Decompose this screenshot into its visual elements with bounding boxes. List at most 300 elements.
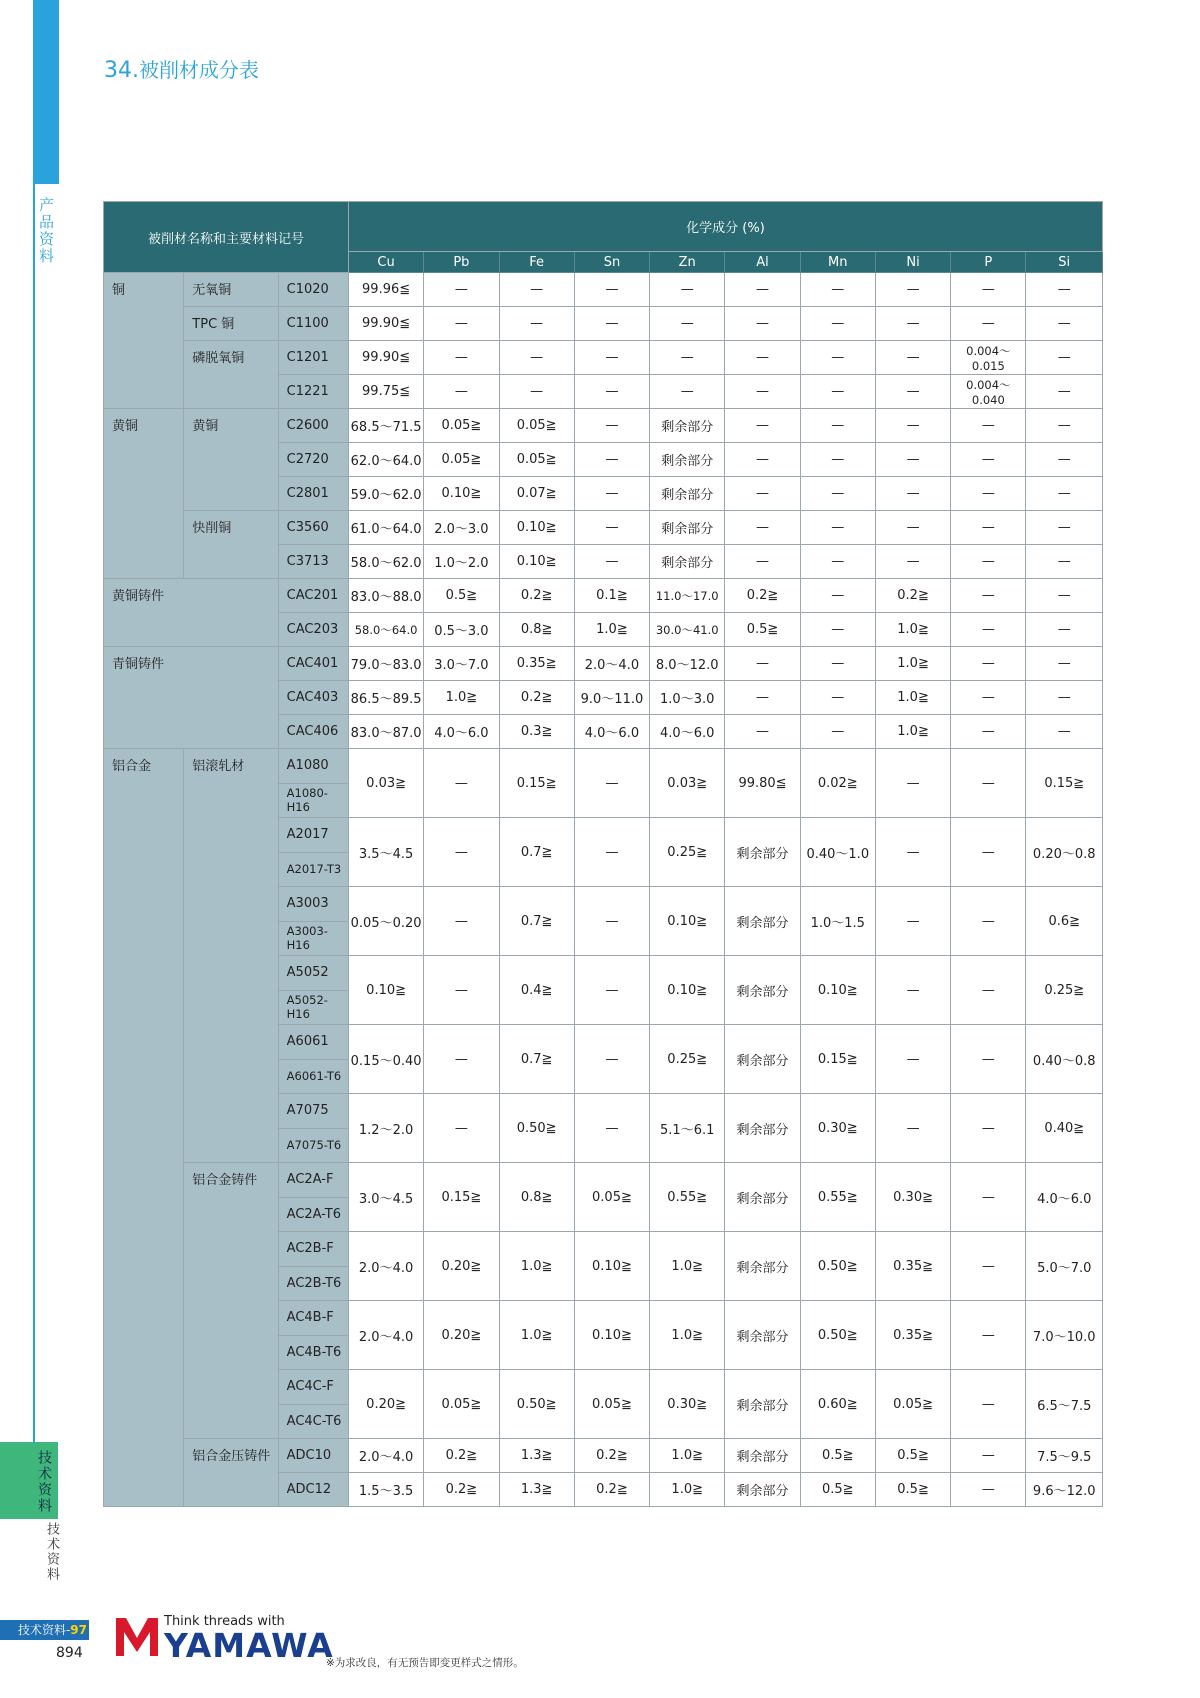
value-cell-sn: 0.05≧ — [574, 1163, 649, 1232]
value-cell-sn: — — [574, 511, 649, 545]
material-code: AC4C-T6 — [278, 1404, 348, 1439]
value-cell-pb: 4.0～6.0 — [424, 715, 499, 749]
value-cell-ni: 0.35≧ — [875, 1232, 950, 1301]
value-cell-fe: 1.3≧ — [499, 1473, 574, 1507]
value-cell-al: 剩余部分 — [725, 1301, 800, 1370]
group-label-copper: 铜 — [104, 273, 184, 409]
value-cell-pb: — — [424, 375, 499, 409]
table-row — [104, 409, 1103, 443]
material-code: A3003 — [278, 887, 348, 922]
value-cell-cu: 61.0～64.0 — [348, 511, 423, 545]
value-cell-si: — — [1026, 613, 1103, 647]
material-code: AC2A-T6 — [278, 1197, 348, 1232]
value-cell-mn: — — [800, 409, 875, 443]
value-cell-pb: 0.05≧ — [424, 443, 499, 477]
value-cell-mn: — — [800, 443, 875, 477]
value-cell-fe: 0.2≧ — [499, 681, 574, 715]
element-header-mn: Mn — [800, 252, 875, 273]
value-cell-zn: 0.03≧ — [650, 749, 725, 818]
footer-tag-number: 97 — [70, 1623, 87, 1637]
value-cell-cu: 0.15～0.40 — [348, 1025, 423, 1094]
value-cell-ni: — — [875, 749, 950, 818]
value-cell-cu: 86.5～89.5 — [348, 681, 423, 715]
value-cell-mn: 0.30≧ — [800, 1094, 875, 1163]
value-cell-cu: 0.10≧ — [348, 956, 423, 1025]
value-cell-fe: 0.10≧ — [499, 511, 574, 545]
material-code: C2801 — [278, 477, 348, 511]
value-cell-mn: — — [800, 375, 875, 409]
value-cell-sn: — — [574, 1025, 649, 1094]
value-cell-al: — — [725, 443, 800, 477]
value-cell-fe: 0.8≧ — [499, 613, 574, 647]
value-cell-ni: 1.0≧ — [875, 681, 950, 715]
material-code: AC4B-F — [278, 1301, 348, 1336]
value-cell-si: 7.5～9.5 — [1026, 1439, 1103, 1473]
footer-tag-prefix: 技术资料- — [17, 1623, 71, 1637]
side-accent-line — [33, 184, 35, 1444]
value-cell-fe: — — [499, 341, 574, 375]
value-cell-cu: 1.5～3.5 — [348, 1473, 423, 1507]
value-cell-mn: — — [800, 681, 875, 715]
value-cell-fe: 0.05≧ — [499, 443, 574, 477]
material-code: A7075-T6 — [278, 1128, 348, 1163]
value-cell-pb: — — [424, 818, 499, 887]
value-cell-pb: 0.15≧ — [424, 1163, 499, 1232]
value-cell-cu: 58.0～64.0 — [348, 613, 423, 647]
value-cell-sn: — — [574, 443, 649, 477]
value-cell-zn: 剩余部分 — [650, 409, 725, 443]
table-row — [104, 341, 1103, 375]
value-cell-zn: 剩余部分 — [650, 443, 725, 477]
value-cell-ni: — — [875, 477, 950, 511]
element-header-p: P — [951, 252, 1026, 273]
material-code: CAC403 — [278, 681, 348, 715]
material-code: CAC401 — [278, 647, 348, 681]
value-cell-pb: 1.0～2.0 — [424, 545, 499, 579]
value-cell-al: 0.2≧ — [725, 579, 800, 613]
material-code: CAC203 — [278, 613, 348, 647]
value-cell-pb: 0.5～3.0 — [424, 613, 499, 647]
element-header-cu: Cu — [348, 252, 423, 273]
value-cell-sn: — — [574, 307, 649, 341]
value-cell-ni: — — [875, 887, 950, 956]
value-cell-p: — — [951, 956, 1026, 1025]
value-cell-si: 4.0～6.0 — [1026, 1163, 1103, 1232]
value-cell-mn: 0.50≧ — [800, 1301, 875, 1370]
value-cell-p: — — [951, 273, 1026, 307]
value-cell-mn: 1.0～1.5 — [800, 887, 875, 956]
material-code: C1201 — [278, 341, 348, 375]
material-code: CAC201 — [278, 579, 348, 613]
value-cell-al: — — [725, 273, 800, 307]
material-code: A1080-H16 — [278, 783, 348, 818]
value-cell-zn: 0.10≧ — [650, 887, 725, 956]
value-cell-sn: — — [574, 818, 649, 887]
value-cell-al: 剩余部分 — [725, 1163, 800, 1232]
value-cell-si: 0.20～0.8 — [1026, 818, 1103, 887]
value-cell-cu: 62.0～64.0 — [348, 443, 423, 477]
side-section-label: 产品资料 — [37, 197, 55, 265]
material-code: A5052 — [278, 956, 348, 991]
value-cell-zn: 1.0≧ — [650, 1439, 725, 1473]
value-cell-mn: 0.55≧ — [800, 1163, 875, 1232]
value-cell-si: — — [1026, 511, 1103, 545]
value-cell-mn: — — [800, 579, 875, 613]
group-label-alloy: 铝合金 — [104, 749, 184, 1507]
value-cell-p: — — [951, 1163, 1026, 1232]
value-cell-sn: 0.10≧ — [574, 1301, 649, 1370]
table-row — [104, 307, 1103, 341]
value-cell-zn: 1.0≧ — [650, 1301, 725, 1370]
table-row — [104, 579, 1103, 613]
value-cell-si: — — [1026, 681, 1103, 715]
value-cell-pb: 0.05≧ — [424, 409, 499, 443]
value-cell-fe: 1.3≧ — [499, 1439, 574, 1473]
value-cell-sn: — — [574, 956, 649, 1025]
value-cell-cu: 0.20≧ — [348, 1370, 423, 1439]
value-cell-al: 剩余部分 — [725, 818, 800, 887]
value-cell-fe: 0.35≧ — [499, 647, 574, 681]
value-cell-al: 剩余部分 — [725, 1025, 800, 1094]
value-cell-si: 0.40≧ — [1026, 1094, 1103, 1163]
value-cell-fe: 0.50≧ — [499, 1094, 574, 1163]
value-cell-si: — — [1026, 273, 1103, 307]
value-cell-cu: 2.0～4.0 — [348, 1232, 423, 1301]
value-cell-ni: 1.0≧ — [875, 647, 950, 681]
footer-section-tag — [0, 1620, 89, 1640]
value-cell-ni: 0.30≧ — [875, 1163, 950, 1232]
side-sub-label: 技术资料 — [44, 1522, 59, 1582]
value-cell-p: — — [951, 1473, 1026, 1507]
material-code: A6061 — [278, 1025, 348, 1060]
element-header-fe: Fe — [499, 252, 574, 273]
value-cell-ni: 0.35≧ — [875, 1301, 950, 1370]
value-cell-fe: 0.10≧ — [499, 545, 574, 579]
element-header-al: Al — [725, 252, 800, 273]
value-cell-ni: — — [875, 341, 950, 375]
material-code: A2017 — [278, 818, 348, 853]
value-cell-p: 0.004～0.015 — [951, 341, 1026, 375]
material-code: ADC10 — [278, 1439, 348, 1473]
value-cell-sn: 0.1≧ — [574, 579, 649, 613]
value-cell-p: — — [951, 613, 1026, 647]
value-cell-mn: 0.5≧ — [800, 1439, 875, 1473]
value-cell-p: — — [951, 409, 1026, 443]
value-cell-si: 0.6≧ — [1026, 887, 1103, 956]
value-cell-zn: 1.0～3.0 — [650, 681, 725, 715]
value-cell-ni: 0.05≧ — [875, 1370, 950, 1439]
value-cell-si: 7.0～10.0 — [1026, 1301, 1103, 1370]
group-label-free_cut: 快削铜 — [184, 511, 278, 579]
value-cell-si: — — [1026, 647, 1103, 681]
value-cell-cu: 79.0～83.0 — [348, 647, 423, 681]
composition-table — [103, 201, 1103, 1507]
value-cell-si: — — [1026, 375, 1103, 409]
value-cell-cu: 3.5～4.5 — [348, 818, 423, 887]
value-cell-zn: 11.0～17.0 — [650, 579, 725, 613]
value-cell-zn: 0.55≧ — [650, 1163, 725, 1232]
value-cell-pb: 0.5≧ — [424, 579, 499, 613]
table-row — [104, 749, 1103, 784]
value-cell-cu: 99.75≦ — [348, 375, 423, 409]
value-cell-fe: 0.07≧ — [499, 477, 574, 511]
value-cell-zn: 30.0～41.0 — [650, 613, 725, 647]
value-cell-cu: 83.0～87.0 — [348, 715, 423, 749]
value-cell-sn: 4.0～6.0 — [574, 715, 649, 749]
value-cell-pb: 2.0～3.0 — [424, 511, 499, 545]
value-cell-p: — — [951, 1301, 1026, 1370]
value-cell-mn: — — [800, 647, 875, 681]
value-cell-fe: 1.0≧ — [499, 1301, 574, 1370]
material-code: A5052-H16 — [278, 990, 348, 1025]
value-cell-cu: 68.5～71.5 — [348, 409, 423, 443]
value-cell-pb: 1.0≧ — [424, 681, 499, 715]
value-cell-ni: — — [875, 443, 950, 477]
group-label-brass_sub: 黄铜 — [184, 409, 278, 511]
value-cell-fe: 0.7≧ — [499, 818, 574, 887]
value-cell-ni: 0.5≧ — [875, 1439, 950, 1473]
value-cell-p: — — [951, 715, 1026, 749]
page-title-text: 被削材成分表 — [139, 58, 259, 82]
value-cell-ni: — — [875, 511, 950, 545]
value-cell-pb: — — [424, 273, 499, 307]
material-code: AC2B-T6 — [278, 1266, 348, 1301]
element-header-si: Si — [1026, 252, 1103, 273]
value-cell-fe: — — [499, 273, 574, 307]
group-label-ofc: 无氧铜 — [184, 273, 278, 307]
composition-table-body — [104, 273, 1103, 1507]
value-cell-sn: 0.2≧ — [574, 1473, 649, 1507]
value-cell-fe: — — [499, 375, 574, 409]
table-row — [104, 1163, 1103, 1198]
value-cell-zn: — — [650, 341, 725, 375]
value-cell-si: 0.25≧ — [1026, 956, 1103, 1025]
material-code: A7075 — [278, 1094, 348, 1129]
value-cell-sn: — — [574, 341, 649, 375]
value-cell-si: — — [1026, 443, 1103, 477]
material-code: C1100 — [278, 307, 348, 341]
group-label-tpc: TPC 铜 — [184, 307, 278, 341]
value-cell-sn: — — [574, 887, 649, 956]
yamawa-logo-icon — [114, 1614, 160, 1662]
value-cell-cu: 99.90≦ — [348, 307, 423, 341]
value-cell-mn: — — [800, 273, 875, 307]
value-cell-ni: 1.0≧ — [875, 715, 950, 749]
value-cell-cu: 99.96≦ — [348, 273, 423, 307]
value-cell-al: — — [725, 307, 800, 341]
value-cell-al: 99.80≦ — [725, 749, 800, 818]
value-cell-zn: 0.25≧ — [650, 1025, 725, 1094]
material-code: CAC406 — [278, 715, 348, 749]
value-cell-ni: 0.2≧ — [875, 579, 950, 613]
material-code: C1221 — [278, 375, 348, 409]
value-cell-p: — — [951, 579, 1026, 613]
side-tab-label: 技术资料 — [36, 1450, 52, 1514]
value-cell-mn: — — [800, 613, 875, 647]
value-cell-al: — — [725, 409, 800, 443]
value-cell-al: — — [725, 375, 800, 409]
table-row — [104, 273, 1103, 307]
value-cell-si: — — [1026, 307, 1103, 341]
value-cell-cu: 0.03≧ — [348, 749, 423, 818]
group-label-brass_cast: 黄铜铸件 — [104, 579, 279, 647]
value-cell-sn: — — [574, 477, 649, 511]
value-cell-sn: — — [574, 409, 649, 443]
value-cell-al: — — [725, 341, 800, 375]
value-cell-p: — — [951, 1370, 1026, 1439]
value-cell-zn: 0.10≧ — [650, 956, 725, 1025]
value-cell-al: 0.5≧ — [725, 613, 800, 647]
value-cell-sn: 2.0～4.0 — [574, 647, 649, 681]
material-code: C1020 — [278, 273, 348, 307]
value-cell-p: — — [951, 818, 1026, 887]
value-cell-pb: — — [424, 1025, 499, 1094]
value-cell-si: 0.15≧ — [1026, 749, 1103, 818]
footer-note: ※为求改良，有无预告即变更样式之情形。 — [326, 1657, 524, 1669]
material-code: AC2A-F — [278, 1163, 348, 1198]
table-row — [104, 1439, 1103, 1473]
value-cell-mn: 0.15≧ — [800, 1025, 875, 1094]
value-cell-si: — — [1026, 409, 1103, 443]
value-cell-si: — — [1026, 579, 1103, 613]
value-cell-mn: — — [800, 341, 875, 375]
value-cell-zn: 5.1～6.1 — [650, 1094, 725, 1163]
value-cell-pb: 3.0～7.0 — [424, 647, 499, 681]
value-cell-si: — — [1026, 715, 1103, 749]
value-cell-mn: 0.5≧ — [800, 1473, 875, 1507]
value-cell-sn: — — [574, 375, 649, 409]
value-cell-pb: — — [424, 956, 499, 1025]
material-code: C3713 — [278, 545, 348, 579]
value-cell-zn: 0.25≧ — [650, 818, 725, 887]
value-cell-al: 剩余部分 — [725, 1370, 800, 1439]
value-cell-al: — — [725, 715, 800, 749]
composition-table-wrap — [103, 201, 1103, 1507]
value-cell-mn: — — [800, 715, 875, 749]
value-cell-p: — — [951, 545, 1026, 579]
value-cell-al: — — [725, 647, 800, 681]
value-cell-zn: 剩余部分 — [650, 511, 725, 545]
value-cell-mn: 0.40～1.0 — [800, 818, 875, 887]
value-cell-si: 9.6～12.0 — [1026, 1473, 1103, 1507]
value-cell-zn: 8.0～12.0 — [650, 647, 725, 681]
value-cell-cu: 99.90≦ — [348, 341, 423, 375]
value-cell-mn: — — [800, 511, 875, 545]
value-cell-fe: 0.3≧ — [499, 715, 574, 749]
value-cell-cu: 83.0～88.0 — [348, 579, 423, 613]
value-cell-ni: 0.5≧ — [875, 1473, 950, 1507]
value-cell-cu: 58.0～62.0 — [348, 545, 423, 579]
value-cell-cu: 59.0～62.0 — [348, 477, 423, 511]
value-cell-pb: — — [424, 887, 499, 956]
value-cell-pb: — — [424, 307, 499, 341]
value-cell-al: 剩余部分 — [725, 1232, 800, 1301]
value-cell-fe: 0.2≧ — [499, 579, 574, 613]
value-cell-sn: — — [574, 1094, 649, 1163]
value-cell-al: 剩余部分 — [725, 956, 800, 1025]
value-cell-fe: 1.0≧ — [499, 1232, 574, 1301]
value-cell-ni: — — [875, 273, 950, 307]
value-cell-fe: — — [499, 307, 574, 341]
material-code: C2600 — [278, 409, 348, 443]
element-header-zn: Zn — [650, 252, 725, 273]
value-cell-pb: 0.20≧ — [424, 1301, 499, 1370]
value-cell-pb: — — [424, 1094, 499, 1163]
value-cell-si: — — [1026, 477, 1103, 511]
value-cell-cu: 0.05～0.20 — [348, 887, 423, 956]
value-cell-sn: 0.2≧ — [574, 1439, 649, 1473]
value-cell-ni: 1.0≧ — [875, 613, 950, 647]
value-cell-mn: — — [800, 477, 875, 511]
value-cell-fe: 0.7≧ — [499, 1025, 574, 1094]
value-cell-pb: 0.10≧ — [424, 477, 499, 511]
value-cell-zn: 0.30≧ — [650, 1370, 725, 1439]
value-cell-zn: — — [650, 307, 725, 341]
value-cell-pb: — — [424, 749, 499, 818]
value-cell-p: — — [951, 647, 1026, 681]
value-cell-p: — — [951, 1439, 1026, 1473]
material-code: ADC12 — [278, 1473, 348, 1507]
value-cell-zn: — — [650, 375, 725, 409]
value-cell-pb: 0.20≧ — [424, 1232, 499, 1301]
value-cell-al: — — [725, 511, 800, 545]
value-cell-fe: 0.7≧ — [499, 887, 574, 956]
value-cell-p: — — [951, 681, 1026, 715]
value-cell-zn: 剩余部分 — [650, 477, 725, 511]
material-code: AC4C-F — [278, 1370, 348, 1405]
value-cell-ni: — — [875, 375, 950, 409]
value-cell-zn: 1.0≧ — [650, 1232, 725, 1301]
material-code: A3003-H16 — [278, 921, 348, 956]
value-cell-p: — — [951, 887, 1026, 956]
material-code: C3560 — [278, 511, 348, 545]
value-cell-fe: 0.4≧ — [499, 956, 574, 1025]
material-code: C2720 — [278, 443, 348, 477]
table-row — [104, 647, 1103, 681]
value-cell-zn: — — [650, 273, 725, 307]
value-cell-zn: 剩余部分 — [650, 545, 725, 579]
value-cell-ni: — — [875, 1025, 950, 1094]
value-cell-cu: 2.0～4.0 — [348, 1439, 423, 1473]
table-row — [104, 511, 1103, 545]
group-label-diecast: 铝合金压铸件 — [184, 1439, 278, 1507]
value-cell-mn: — — [800, 307, 875, 341]
value-cell-si: 5.0～7.0 — [1026, 1232, 1103, 1301]
page-title-number: 34. — [104, 58, 139, 83]
value-cell-p: 0.004～0.040 — [951, 375, 1026, 409]
value-cell-mn: 0.02≧ — [800, 749, 875, 818]
value-cell-si: — — [1026, 545, 1103, 579]
value-cell-ni: — — [875, 307, 950, 341]
value-cell-cu: 2.0～4.0 — [348, 1301, 423, 1370]
group-label-bronze_cast: 青铜铸件 — [104, 647, 279, 749]
value-cell-sn: — — [574, 749, 649, 818]
material-code: AC2B-F — [278, 1232, 348, 1267]
value-cell-si: 6.5～7.5 — [1026, 1370, 1103, 1439]
value-cell-fe: 0.15≧ — [499, 749, 574, 818]
material-code: A2017-T3 — [278, 852, 348, 887]
value-cell-p: — — [951, 749, 1026, 818]
value-cell-ni: — — [875, 1094, 950, 1163]
page-number: 894 — [56, 1645, 83, 1661]
value-cell-fe: 0.05≧ — [499, 409, 574, 443]
value-cell-mn: 0.60≧ — [800, 1370, 875, 1439]
value-cell-p: — — [951, 1094, 1026, 1163]
page-title — [104, 54, 259, 83]
value-cell-mn: — — [800, 545, 875, 579]
value-cell-pb: — — [424, 341, 499, 375]
value-cell-si: 0.40～0.8 — [1026, 1025, 1103, 1094]
